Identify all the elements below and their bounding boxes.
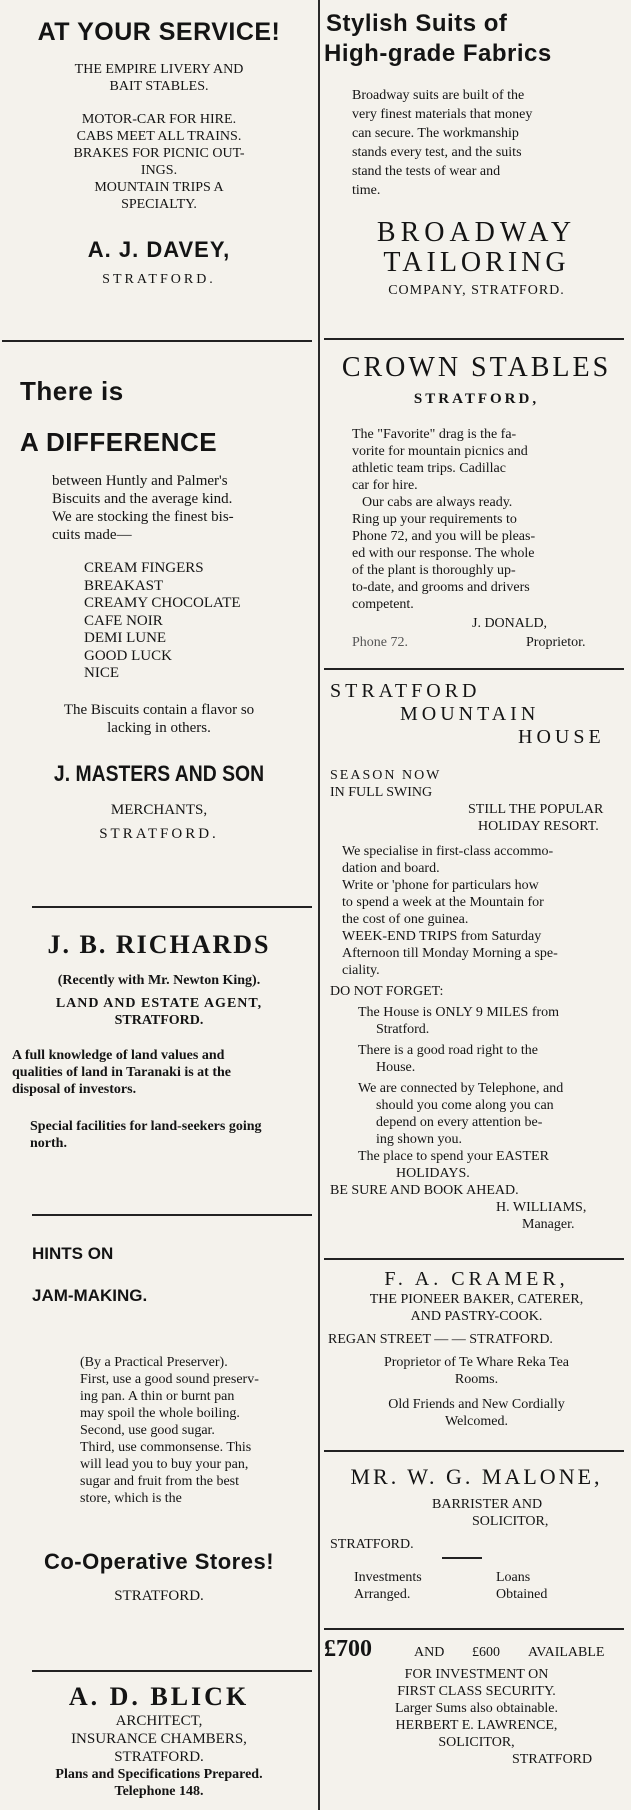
ad-cramer bbox=[322, 1268, 631, 1430]
season-line: IN FULL SWING bbox=[330, 785, 433, 800]
advertiser-name: HOUSE bbox=[518, 726, 605, 748]
advertiser-name: J. MASTERS AND SON bbox=[53, 760, 265, 786]
short-rule bbox=[442, 1557, 482, 1559]
advertiser-town: COMPANY, STRATFORD. bbox=[388, 283, 565, 298]
column-divider bbox=[318, 0, 320, 1810]
ad-line: CABS MEET ALL TRAINS. bbox=[76, 129, 242, 144]
proprietor-title: Proprietor. bbox=[526, 635, 586, 650]
advertiser-town: STRATFORD. bbox=[114, 1013, 204, 1028]
advertiser-town: STRATFORD, bbox=[413, 391, 540, 407]
body-line: Ring up your requirements to bbox=[352, 512, 517, 527]
amount-and: AND bbox=[414, 1645, 445, 1660]
point-line: Stratford. bbox=[376, 1022, 430, 1037]
intro-line: Biscuits and the average kind. bbox=[52, 491, 233, 507]
advertiser-name: J. B. RICHARDS bbox=[47, 930, 271, 959]
ad-headline: High-grade Fabrics bbox=[324, 40, 552, 67]
point-line: The House is ONLY 9 MILES from bbox=[358, 1005, 560, 1020]
ad-headline: A DIFFERENCE bbox=[20, 427, 218, 457]
point-line: There is a good road right to the bbox=[358, 1043, 539, 1058]
point-line: We are connected by Telephone, and bbox=[358, 1081, 564, 1096]
advertiser-note: (Recently with Mr. Newton King). bbox=[57, 973, 261, 988]
advertiser-name: TAILORING bbox=[383, 247, 570, 278]
body-line: stand the tests of wear and bbox=[352, 164, 501, 179]
flavor-line: lacking in others. bbox=[107, 719, 211, 736]
advertiser-name: CROWN STABLES bbox=[341, 352, 612, 383]
advertiser-role: AND PASTRY-COOK. bbox=[410, 1309, 543, 1324]
advertiser-town: STRATFORD bbox=[512, 1752, 593, 1767]
special-line: north. bbox=[30, 1136, 67, 1151]
body-line: Afternoon till Monday Morning a spe- bbox=[342, 946, 558, 961]
prop-line: Rooms. bbox=[454, 1372, 499, 1387]
ad-line: INGS. bbox=[140, 163, 178, 178]
ad-masters bbox=[0, 376, 318, 843]
ad-body bbox=[322, 843, 631, 979]
advertiser-role: SOLICITOR, bbox=[472, 1514, 549, 1529]
hint-line: will lead you to buy your pan, bbox=[80, 1457, 249, 1472]
divider bbox=[32, 906, 312, 908]
body-line: dation and board. bbox=[342, 861, 440, 876]
body-line: The "Favorite" drag is the fa- bbox=[352, 427, 517, 442]
ad-line: MOUNTAIN TRIPS A bbox=[94, 180, 224, 195]
list-item: CAFE NOIR bbox=[84, 612, 163, 629]
ad-body bbox=[322, 426, 631, 613]
ad-body bbox=[0, 1047, 318, 1098]
friends-line: Old Friends and New Cordially bbox=[388, 1397, 565, 1412]
point-line: should you come along you can bbox=[376, 1098, 554, 1113]
friends-line: Welcomed. bbox=[444, 1414, 508, 1429]
advertiser-role: LAND AND ESTATE AGENT, bbox=[55, 996, 263, 1011]
advertiser-role: THE PIONEER BAKER, CATERER, bbox=[369, 1292, 584, 1307]
list-item: NICE bbox=[84, 665, 119, 681]
point-line: ing shown you. bbox=[376, 1132, 462, 1147]
advertiser-town: STRATFORD. bbox=[114, 1588, 204, 1604]
amount-600: £600 bbox=[472, 1645, 500, 1660]
ad-headline: There is bbox=[20, 376, 124, 406]
body-line: Phone 72, and you will be pleas- bbox=[352, 529, 536, 544]
body-line: stands every test, and the suits bbox=[352, 145, 522, 160]
popular-line: STILL THE POPULAR bbox=[468, 802, 604, 817]
ad-davey bbox=[0, 18, 318, 288]
ad-broadway bbox=[322, 10, 631, 299]
hint-line: store, which is the bbox=[80, 1491, 182, 1506]
body-line: Broadway suits are built of the bbox=[352, 88, 525, 103]
divider bbox=[324, 338, 624, 340]
flavor-line: The Biscuits contain a flavor so bbox=[63, 701, 255, 718]
lawrence-line: Larger Sums also obtainable. bbox=[394, 1701, 559, 1716]
advertiser-address: REGAN STREET — — STRATFORD. bbox=[328, 1332, 553, 1347]
amount-row bbox=[322, 1636, 631, 1666]
advertiser-name: BROADWAY bbox=[376, 217, 577, 248]
body-line: disposal of investors. bbox=[12, 1082, 137, 1097]
investments-line: Arranged. bbox=[354, 1587, 411, 1602]
hint-line: ing pan. A thin or burnt pan bbox=[80, 1389, 235, 1404]
season-line: SEASON NOW bbox=[330, 768, 442, 783]
advertiser-name: STRATFORD bbox=[330, 680, 481, 702]
amount-available: AVAILABLE bbox=[528, 1645, 605, 1660]
point-line: depend on every attention be- bbox=[376, 1115, 543, 1130]
blick-phone: Telephone 148. bbox=[114, 1784, 204, 1799]
body-line: athletic team trips. Cadillac bbox=[352, 461, 506, 476]
ad-headline: Stylish Suits of bbox=[326, 10, 508, 37]
body-line: time. bbox=[352, 183, 381, 198]
advertiser-name: MOUNTAIN bbox=[400, 703, 540, 725]
ad-intro bbox=[0, 472, 318, 544]
lawrence-line: SOLICITOR, bbox=[438, 1735, 515, 1750]
body-line: ed with our response. The whole bbox=[352, 546, 535, 561]
ad-lawrence bbox=[322, 1636, 631, 1768]
special-line: Special facilities for land-seekers going bbox=[30, 1119, 262, 1134]
body-line: ciality. bbox=[342, 963, 380, 978]
ad-body bbox=[322, 86, 631, 200]
ad-line: SPECIALTY. bbox=[121, 197, 197, 212]
phone-number: Phone 72. bbox=[352, 635, 408, 650]
right-column bbox=[322, 0, 631, 1810]
hint-line: may spoil the whole boiling. bbox=[80, 1406, 240, 1421]
loans-label bbox=[496, 1569, 547, 1603]
body-line: A full knowledge of land values and bbox=[12, 1048, 225, 1063]
advertiser-town: STRATFORD. bbox=[102, 272, 216, 287]
body-line: to spend a week at the Mountain for bbox=[342, 895, 544, 910]
hint-body bbox=[0, 1354, 318, 1507]
body-line: vorite for mountain picnics and bbox=[352, 444, 528, 459]
amount-700: £700 bbox=[324, 1636, 372, 1662]
blick-line: INSURANCE CHAMBERS, bbox=[71, 1731, 247, 1747]
hint-line: Second, use good sugar. bbox=[80, 1423, 215, 1438]
hint-heading: HINTS ON bbox=[32, 1244, 114, 1263]
prop-line: Proprietor of Te Whare Reka Tea bbox=[383, 1355, 570, 1370]
point-line: House. bbox=[376, 1060, 416, 1075]
loans-line: Loans bbox=[496, 1570, 531, 1585]
point-line: The place to spend your EASTER bbox=[358, 1149, 549, 1164]
loans-line: Obtained bbox=[496, 1587, 548, 1602]
ad-line: MOTOR-CAR FOR HIRE. bbox=[81, 112, 237, 127]
service-row bbox=[322, 1561, 631, 1607]
advertiser-name: A. D. BLICK bbox=[68, 1682, 250, 1711]
advertiser-name: A. J. DAVEY, bbox=[87, 237, 231, 262]
intro-line: between Huntly and Palmer's bbox=[52, 473, 228, 489]
intro-line: cuits made— bbox=[52, 527, 132, 543]
ad-line: BRAKES FOR PICNIC OUT- bbox=[73, 146, 245, 161]
lawrence-line: FIRST CLASS SECURITY. bbox=[397, 1684, 556, 1699]
list-item: BREAKAST bbox=[84, 577, 164, 594]
ad-richards bbox=[0, 930, 318, 1152]
body-line: Our cabs are always ready. bbox=[362, 495, 513, 510]
lawrence-line: FOR INVESTMENT ON bbox=[404, 1667, 549, 1682]
blick-plans: Plans and Specifications Prepared. bbox=[55, 1767, 263, 1782]
body-line: the cost of one guinea. bbox=[342, 912, 469, 927]
forget-points bbox=[322, 1004, 631, 1182]
divider bbox=[324, 668, 624, 670]
body-line: of the plant is thoroughly up- bbox=[352, 563, 516, 578]
list-item: CREAMY CHOCOLATE bbox=[84, 595, 241, 611]
blick-line: ARCHITECT, bbox=[115, 1713, 203, 1729]
divider bbox=[32, 1670, 312, 1672]
ad-malone bbox=[322, 1464, 631, 1607]
divider bbox=[2, 340, 312, 342]
intro-line: We are stocking the finest bis- bbox=[52, 509, 234, 525]
ad-blick bbox=[0, 1682, 318, 1800]
ad-mountain-house bbox=[322, 680, 631, 1233]
list-item: GOOD LUCK bbox=[84, 647, 172, 664]
hint-heading: JAM-MAKING. bbox=[32, 1286, 148, 1305]
body-line: WEEK-END TRIPS from Saturday bbox=[342, 929, 542, 944]
ad-line: BAIT STABLES. bbox=[109, 79, 209, 94]
advertiser-town: STRATFORD. bbox=[99, 825, 219, 842]
investments-label bbox=[354, 1569, 422, 1603]
point-line: HOLIDAYS. bbox=[396, 1166, 470, 1181]
body-line: We specialise in first-class accommo- bbox=[342, 844, 554, 859]
body-line: can secure. The workmanship bbox=[352, 126, 519, 141]
manager-name: H. WILLIAMS, bbox=[496, 1200, 587, 1215]
investments-line: Investments bbox=[354, 1570, 422, 1585]
ad-line: THE EMPIRE LIVERY AND bbox=[74, 62, 244, 77]
advertiser-town: STRATFORD. bbox=[330, 1537, 414, 1552]
ad-crown bbox=[322, 352, 631, 654]
popular-line: HOLIDAY RESORT. bbox=[478, 819, 599, 834]
ad-coop bbox=[0, 1244, 318, 1605]
biscuit-list bbox=[0, 560, 318, 683]
ad-special bbox=[0, 1118, 318, 1152]
proprietor-name: J. DONALD, bbox=[472, 616, 548, 631]
proprietor-row bbox=[322, 634, 631, 654]
lawrence-line: HERBERT E. LAWRENCE, bbox=[395, 1718, 558, 1733]
divider bbox=[324, 1450, 624, 1452]
advertiser-name: F. A. CRAMER, bbox=[384, 1268, 569, 1290]
list-item: CREAM FINGERS bbox=[84, 560, 204, 576]
hint-line: Third, use commonsense. This bbox=[80, 1440, 252, 1455]
advertiser-name: MR. W. G. MALONE, bbox=[350, 1464, 603, 1489]
divider bbox=[32, 1214, 312, 1216]
body-line: qualities of land in Taranaki is at the bbox=[12, 1065, 232, 1080]
advertiser-role: MERCHANTS, bbox=[110, 801, 208, 818]
body-line: competent. bbox=[352, 597, 414, 612]
ad-headline: AT YOUR SERVICE! bbox=[37, 18, 281, 46]
body-line: to-date, and grooms and drivers bbox=[352, 580, 530, 595]
forget-heading: DO NOT FORGET: bbox=[330, 984, 444, 999]
hint-line: First, use a good sound preserv- bbox=[80, 1372, 259, 1387]
book-ahead: BE SURE AND BOOK AHEAD. bbox=[330, 1183, 519, 1198]
body-line: very finest materials that money bbox=[352, 107, 533, 122]
hint-line: sugar and fruit from the best bbox=[80, 1474, 240, 1489]
list-item: DEMI LUNE bbox=[84, 630, 167, 646]
divider bbox=[324, 1628, 624, 1630]
divider bbox=[324, 1258, 624, 1260]
advertiser-name: Co-Operative Stores! bbox=[43, 1549, 275, 1574]
body-line: car for hire. bbox=[352, 478, 418, 493]
blick-line: STRATFORD. bbox=[114, 1749, 204, 1765]
hint-line: (By a Practical Preserver). bbox=[80, 1355, 228, 1370]
manager-title: Manager. bbox=[522, 1217, 575, 1232]
advertiser-role: BARRISTER AND bbox=[432, 1497, 543, 1512]
body-line: Write or 'phone for particulars how bbox=[342, 878, 539, 893]
